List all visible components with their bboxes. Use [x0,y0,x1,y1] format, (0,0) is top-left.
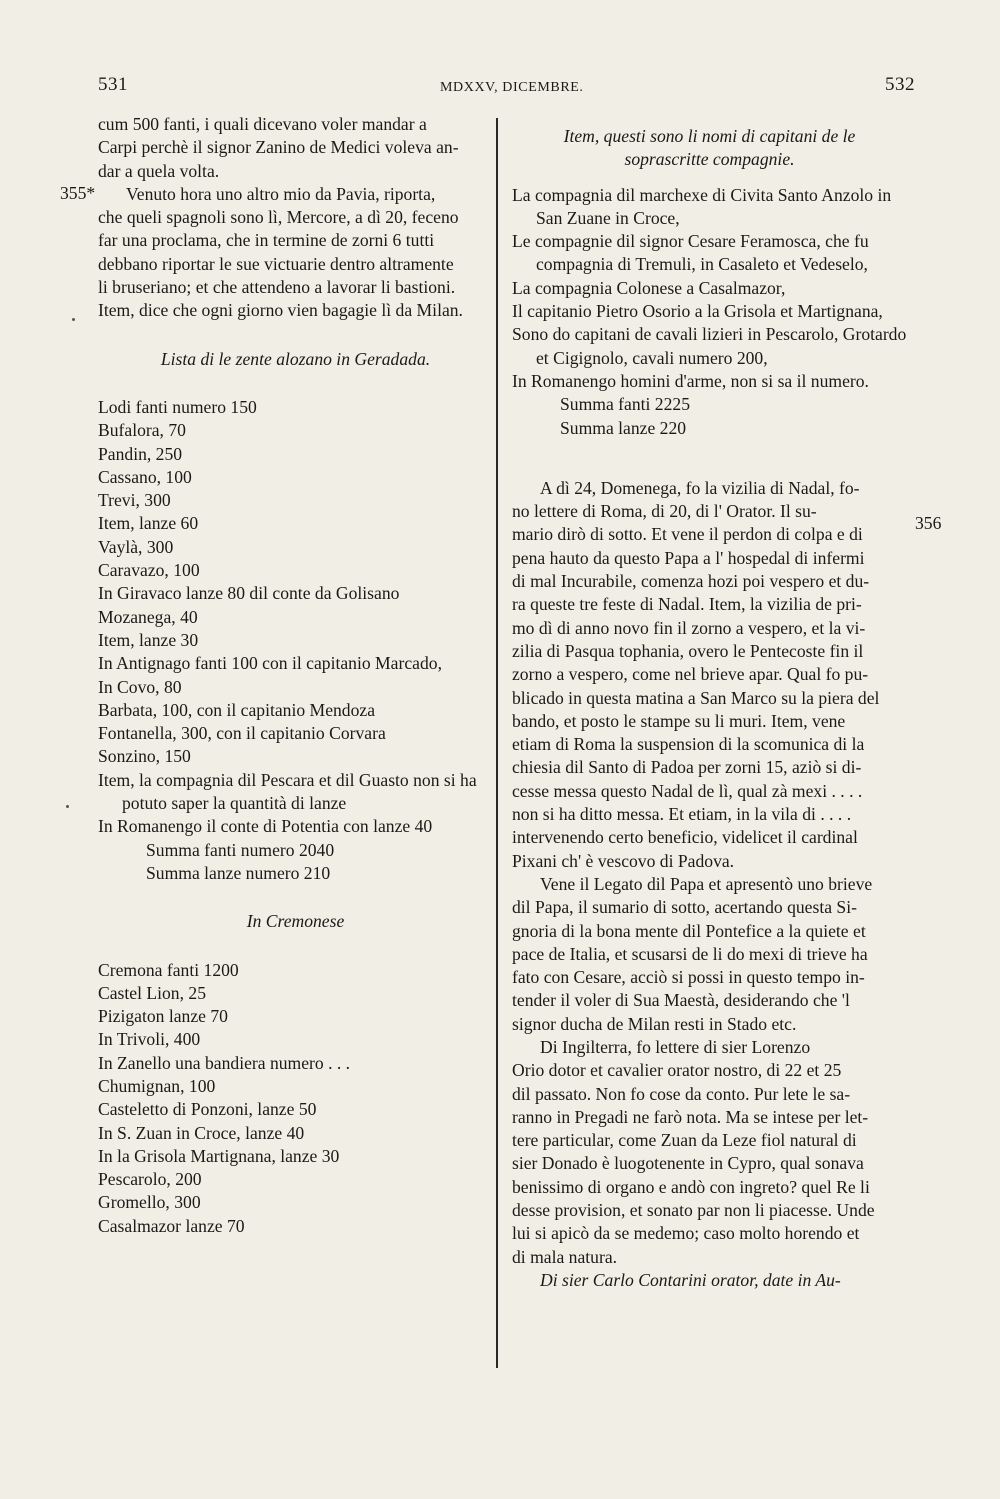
text-line: cum 500 fanti, i quali dicevano voler mandar a [98,114,427,134]
list-item: La compagnia dil marchexe di Civita Santo Anzolo in San Zuane in Croce, [512,184,892,228]
text-line: blicado in questa matina a San Marco su la piera del [512,687,880,708]
list-item: Item, lanze 60 [98,513,199,534]
text-line: pace de Italia, et scusarsi de li do mexi di trieve ha [512,943,868,964]
text-line: non si ha ditto messa. Et etiam, in la vila di . . . . [512,804,852,825]
list-item: Vaylà, 300 [98,536,174,557]
text-line: di mal Incurabile, comenza hozi poi vespero et du- [512,571,870,592]
text-line: intervenendo certo beneficio, videlicet il cardinal [512,827,858,848]
list-item: Le compagnie dil signor Cesare Feramosca, che fu compagnia di Tremuli, in Casaleto et Vedeselo, [512,231,869,275]
text-line: fato con Cesare, acciò si possi in questo tempo in- [512,967,865,988]
list-item: Chumignan, 100 [98,1075,216,1096]
margin-note-right: 356 [915,513,942,533]
list-item: Cassano, 100 [98,466,192,487]
list-item: Cremona fanti 1200 [98,959,239,980]
text-line: signor ducha de Milan resti in Stado etc. [512,1013,797,1034]
list-item: Barbata, 100, con il capitanio Mendoza [98,699,376,720]
text-line: che queli spagnoli sono lì, Mercore, a dì 20, feceno [98,207,459,228]
text-line: sier Donado è luogotenente in Cypro, qual sonava [512,1153,864,1174]
list-item: Pescarolo, 200 [98,1169,202,1190]
list-item: Castel Lion, 25 [98,982,206,1003]
text-line: gnoria di la bona mente dil Pontefice a la quiete et [512,920,866,941]
list-item: Sono do capitani de cavali lizieri in Pescarolo, Grotardo et Cigignolo, cavali numero 200, [512,324,907,368]
text-line: Di sier Carlo Contarini orator, date in Au- [540,1269,841,1290]
sum-line: Summa fanti 2225 [560,394,690,415]
text-line: dil Papa, il sumario di sotto, acertando questa Si- [512,897,857,918]
text-line: desse provision, et sonato par non li piacesse. Unde [512,1200,875,1221]
list-item: Mozanega, 40 [98,606,198,627]
list-item: Gromello, 300 [98,1192,201,1213]
section-heading: Item, questi sono li nomi di capitani de le [563,126,856,146]
text-line: ra queste tre feste di Nadal. Item, la vizilia de pri- [512,594,862,615]
paragraph [512,1036,907,1269]
sum-line: Summa lanze numero 210 [146,862,331,883]
list-item: In S. Zuan in Croce, lanze 40 [98,1122,305,1143]
column-divider [496,118,498,1368]
text-line: debbano riportar le sue victuarie dentro altramente [98,253,454,274]
paragraph [512,477,907,873]
text-line: dil passato. Non fo cose da conto. Pur lete le sa- [512,1083,851,1104]
running-head: MDXXV, DICEMBRE. [440,80,584,95]
list-item: Item, la compagnia dil Pescara et dil Guasto non si ha potuto saper la quantità di lanze [98,769,477,814]
list-item: Lodi fanti numero 150 [98,396,257,417]
text-line: mo dì di anno novo fin il zorno a vespero, et la vi- [512,617,866,638]
paragraph [512,873,907,1036]
list-item: Il capitanio Pietro Osorio a la Grisola et Martignana, [512,301,883,322]
list-item: Casteletto di Ponzoni, lanze 50 [98,1099,317,1120]
list-item: Pizigaton lanze 70 [98,1006,228,1027]
text-line: lui si apicò da se medemo; caso molto horendo et [512,1223,860,1244]
list-item: In Giravaco lanze 80 dil conte da Golisano [98,583,400,604]
section-heading: Lista di le zente alozano in Geradada. [160,348,431,369]
page-number-left: 531 [98,74,128,95]
text-line: benissimo di organo e andò con ingreto? quel Re li [512,1176,870,1197]
list-item: In Antignago fanti 100 con il capitanio Marcado, [98,653,442,674]
margin-note-left: 355* [60,183,96,203]
text-line: etiam di Roma la suspension di la scomunica di la [512,734,865,755]
troop-list-geradada [98,396,493,885]
captains-list [512,184,907,440]
text-line: zilia di Pasqua tophania, overo le Pentecoste fin il [512,640,864,661]
text-line: bando, et posto le stampe su li muri. Item, vene [512,710,846,731]
text-line: cesse messa questo Nadal de lì, qual zà mexi . . . . [512,780,863,801]
paragraph [512,1269,907,1292]
section-heading: In Cremonese [246,911,345,932]
list-item: La compagnia Colonese a Casalmazor, [512,277,786,298]
opening-lines [98,113,493,183]
page-speck [66,805,69,808]
text-line: no lettere di Roma, di 20, di l' Orator. Il su- [512,501,817,522]
list-item: In la Grisola Martignana, lanze 30 [98,1145,340,1166]
list-item: Pandin, 250 [98,443,183,464]
list-item: In Covo, 80 [98,676,182,697]
sum-line: Summa lanze 220 [560,417,687,438]
text-line: ranno in Pregadi ne farò nota. Ma se intese per let- [512,1106,869,1127]
list-item: In Romanengo il conte di Potentia con lanze 40 [98,816,433,837]
text-line: mario dirò di sotto. Et vene il perdon di colpa e di [512,524,863,545]
text-line: Vene il Legato dil Papa et apresentò uno brieve [540,873,873,894]
text-line: dar a quela volta. [98,160,220,181]
text-line: Carpi perchè il signor Zanino de Medici voleva an- [98,137,459,158]
list-item: Bufalora, 70 [98,420,186,441]
list-item: In Romanengo homini d'arme, non si sa il numero. [512,370,869,391]
section-heading: soprascritte compagnie. [624,149,795,170]
text-line: pena hauto da questo Papa a l' hospedal di infermi [512,547,865,568]
text-line: tender il voler di Sua Maestà, desiderando che 'l [512,990,850,1011]
paragraph [98,183,493,323]
page-number-right: 532 [885,74,915,95]
text-line: li bruseriano; et che attendeno a lavorar li bastioni. [98,277,456,298]
list-item: Trevi, 300 [98,490,171,511]
list-item: Caravazo, 100 [98,560,200,581]
right-column [512,113,907,1292]
text-line: Pixani ch' è vescovo di Padova. [512,850,735,871]
text-line: Di Ingilterra, fo lettere di sier Lorenzo [540,1036,811,1057]
text-line: tere particular, come Zuan da Leze fiol natural di [512,1130,857,1151]
text-line: di mala natura. [512,1246,618,1267]
page-speck [72,318,75,321]
sum-line: Summa fanti numero 2040 [146,839,335,860]
troop-list-cremonese [98,959,493,1239]
list-item: Sonzino, 150 [98,746,191,767]
text-line: Orio dotor et cavalier orator nostro, di 22 et 25 [512,1060,842,1081]
left-column [98,113,493,1238]
text-line: Venuto hora uno altro mio da Pavia, riporta, [126,183,436,204]
text-line: A dì 24, Domenega, fo la vizilia di Nadal, fo- [540,477,860,498]
list-item: Casalmazor lanze 70 [98,1215,245,1236]
list-item: Fontanella, 300, con il capitanio Corvara [98,723,386,744]
list-item: In Zanello una bandiera numero . . . [98,1052,351,1073]
list-item: Item, lanze 30 [98,629,199,650]
list-item: In Trivoli, 400 [98,1029,201,1050]
text-line: zorno a vespero, come nel brieve apar. Qual fo pu- [512,664,869,685]
text-line: Item, dice che ogni giorno vien bagagie lì da Milan. [98,300,463,321]
text-line: chiesia dil Santo di Padoa per zorni 15, aziò si di- [512,757,862,778]
text-line: far una proclama, che in termine de zorni 6 tutti [98,230,435,251]
